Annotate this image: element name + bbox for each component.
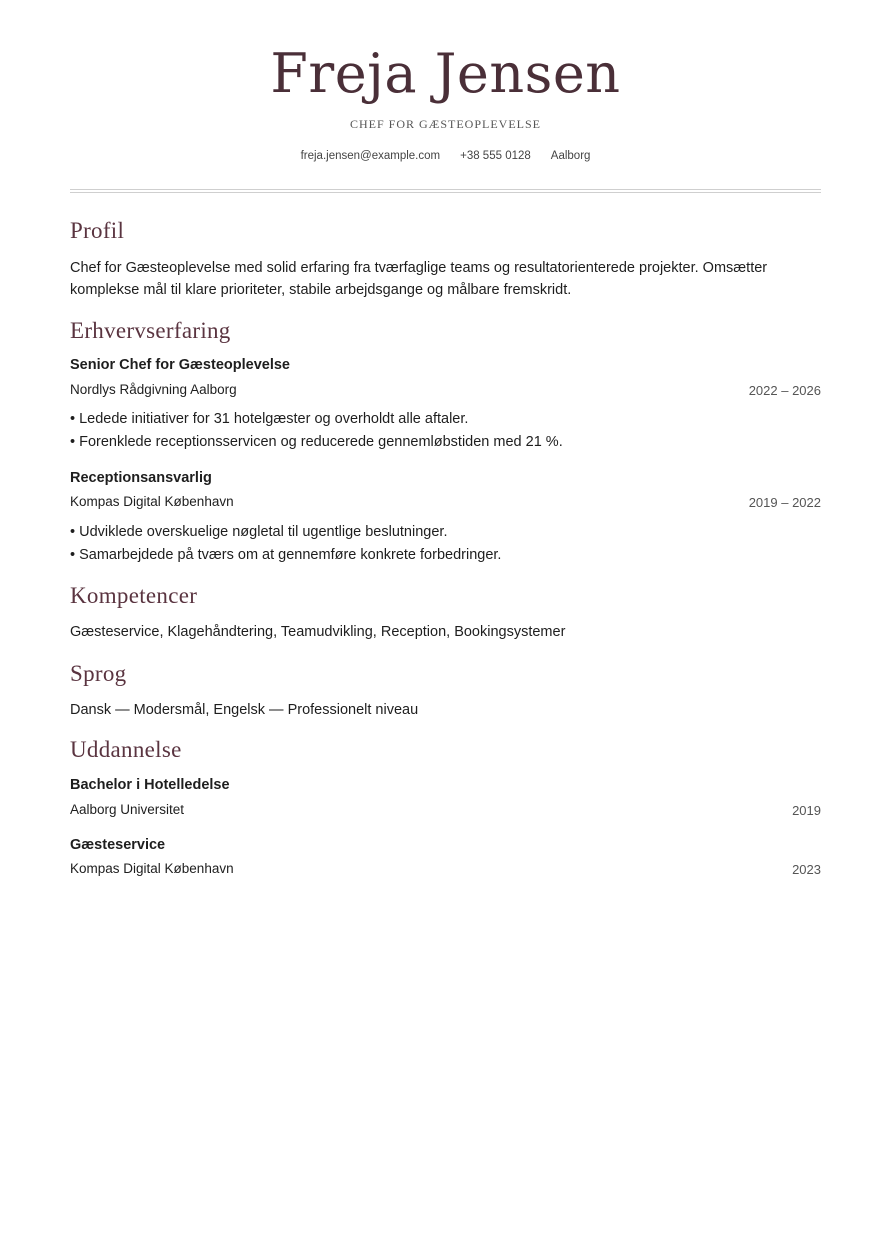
job-bullet: • Samarbejdede på tværs om at gennemføre konkrete forbedringer. [70, 546, 502, 563]
profile-line-2: komplekse mål til klare prioriteter, stabile arbejdsgange og målbare fremskridt. [70, 282, 572, 298]
education-heading: Uddannelse [70, 737, 182, 762]
job-bullets [70, 521, 501, 566]
contact-line [70, 150, 821, 162]
contact-email[interactable]: freja.jensen@example.com [300, 150, 441, 162]
job-org: Kompas Digital København [70, 494, 234, 509]
profile-line-1: Chef for Gæsteoplevelse med solid erfaring fra tværfaglige teams og resultatorienterede projekter. Omsætter [70, 260, 768, 276]
job-bullet: • Forenklede receptionsservicen og reducerede gennemløbstiden med 21 %. [70, 433, 563, 450]
job-bullet: • Ledede initiativer for 31 hotelgæster og overholdt alle aftaler. [70, 411, 469, 427]
job-title: Receptionsansvarlig [70, 470, 212, 486]
languages-text: Dansk — Modersmål, Engelsk — Professionelt niveau [70, 702, 419, 718]
education-title: Bachelor i Hotelledelse [70, 777, 230, 793]
education-year: 2023 [792, 862, 821, 877]
job-bullet: • Udviklede overskuelige nøgletal til ugentlige beslutninger. [70, 524, 448, 540]
education-title: Gæsteservice [70, 837, 166, 853]
job-org: Nordlys Rådgivning Aalborg [70, 382, 237, 397]
education-year: 2019 [792, 803, 821, 818]
experience-heading: Erhvervserfaring [70, 318, 231, 343]
job-dates: 2022 – 2026 [748, 383, 821, 398]
candidate-name: Freja Jensen [270, 42, 621, 105]
job-dates: 2019 – 2022 [748, 495, 821, 510]
contact-city: Aalborg [550, 150, 591, 162]
job-title: Senior Chef for Gæsteoplevelse [70, 357, 290, 373]
profile-heading: Profil [70, 218, 125, 243]
job-bullets [70, 408, 563, 453]
header-divider [70, 189, 821, 193]
contact-phone[interactable]: +38 555 0128 [460, 150, 531, 162]
skills-heading: Kompetencer [70, 583, 198, 608]
candidate-role: CHEF FOR GÆSTEOPLEVELSE [349, 117, 542, 131]
education-org: Aalborg Universitet [70, 802, 185, 817]
education-org: Kompas Digital København [70, 861, 234, 876]
skills-text: Gæsteservice, Klagehåndtering, Teamudvikling, Reception, Bookingsystemer [70, 624, 566, 640]
languages-heading: Sprog [70, 661, 127, 686]
